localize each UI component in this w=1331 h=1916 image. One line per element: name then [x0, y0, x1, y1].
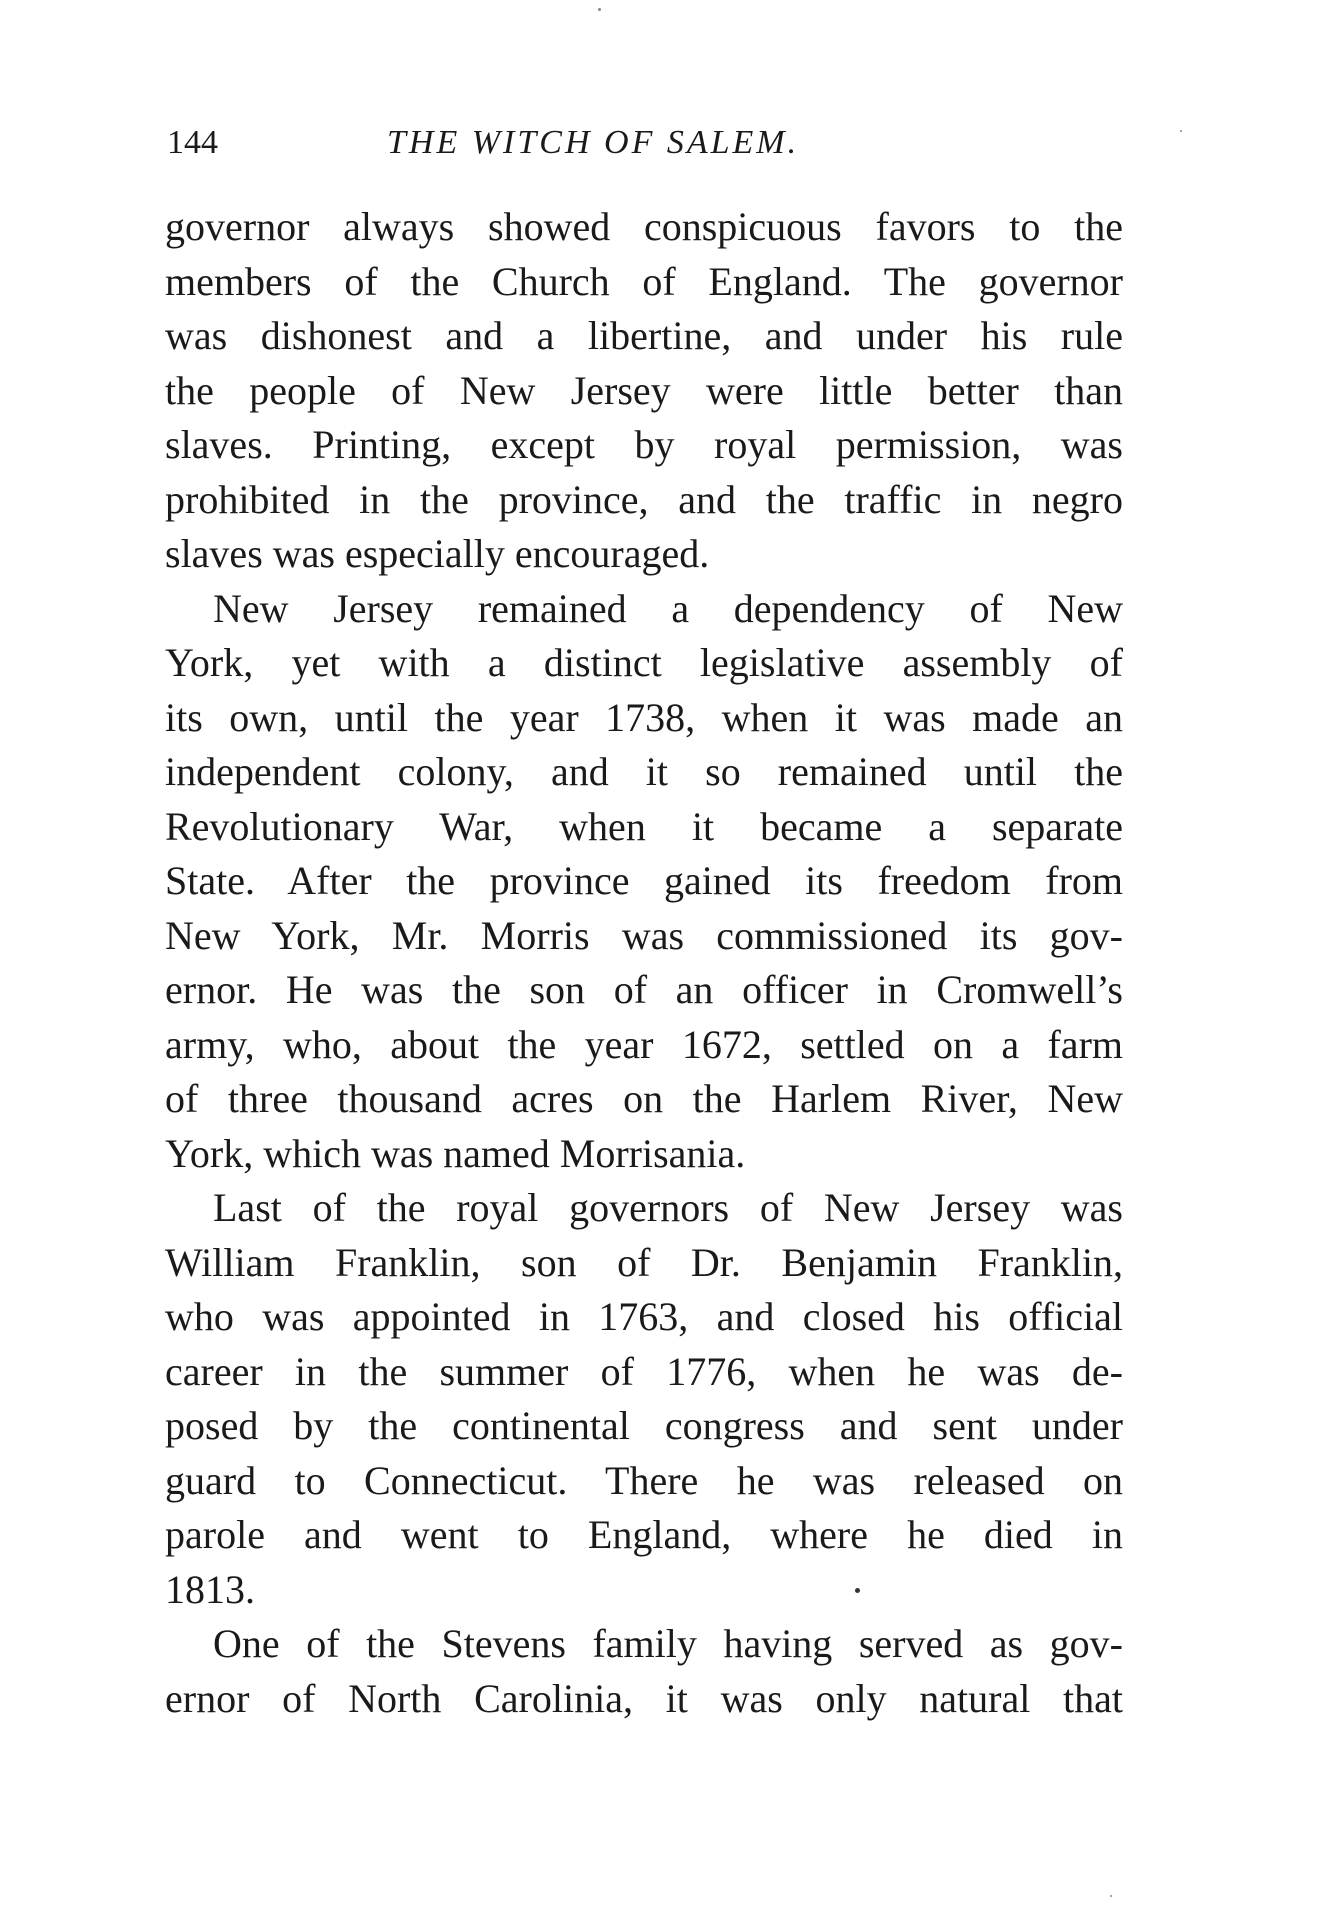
paragraph — [165, 1617, 1123, 1726]
scan-speck — [1110, 1895, 1112, 1897]
text-line: prohibited in the province, and the traffic in negro — [165, 476, 1123, 522]
text-line: State. After the province gained its freedom from — [165, 858, 1123, 903]
text-line: William Franklin, son of Dr. Benjamin Franklin, — [165, 1239, 1123, 1285]
text-line: who was appointed in 1763, and closed his official — [165, 1294, 1123, 1339]
text-line: One of the Stevens family having served as gov- — [213, 1621, 1123, 1666]
page-number: 144 — [167, 124, 218, 161]
text-line: Last of the royal governors of New Jersey was — [213, 1185, 1123, 1230]
paragraph — [165, 1181, 1123, 1617]
text-line: guard to Connecticut. There he was released on — [165, 1457, 1123, 1503]
text-line: posed by the continental congress and sent under — [165, 1403, 1123, 1448]
text-line: 1813. — [165, 1566, 255, 1612]
text-line: slaves was especially encouraged. — [165, 531, 710, 576]
scan-speck — [855, 1588, 860, 1593]
text-line: York, yet with a distinct legislative assembly of — [165, 640, 1123, 685]
body-text — [165, 200, 1123, 1726]
text-line: the people of New Jersey were little better than — [165, 367, 1123, 413]
text-line: was dishonest and a libertine, and under his rule — [165, 313, 1123, 358]
text-line: members of the Church of England. The governor — [165, 258, 1123, 304]
text-line: York, which was named Morrisania. — [165, 1130, 746, 1176]
text-line: New Jersey remained a dependency of New — [213, 585, 1123, 631]
text-line: Revolutionary War, when it became a separate — [165, 803, 1123, 849]
scan-speck — [598, 8, 601, 11]
text-line: ernor of North Carolinia, it was only natural that — [165, 1675, 1123, 1721]
text-line: of three thousand acres on the Harlem River, New — [165, 1076, 1123, 1121]
text-line: ernor. He was the son of an officer in Cromwell’s — [165, 967, 1123, 1012]
paragraph — [165, 200, 1123, 582]
text-line: New York, Mr. Morris was commissioned its gov- — [165, 912, 1123, 958]
running-title: THE WITCH OF SALEM. — [387, 124, 800, 161]
scan-speck — [1180, 130, 1182, 132]
text-line: career in the summer of 1776, when he was de- — [165, 1348, 1123, 1394]
text-line: army, who, about the year 1672, settled on a farm — [165, 1021, 1123, 1067]
text-line: slaves. Printing, except by royal permission, was — [165, 422, 1123, 467]
text-line: governor always showed conspicuous favors to the — [165, 204, 1123, 249]
page-header — [167, 120, 1127, 170]
text-line: parole and went to England, where he died in — [165, 1512, 1123, 1557]
paragraph — [165, 582, 1123, 1182]
text-line: its own, until the year 1738, when it was made an — [165, 694, 1123, 740]
text-line: independent colony, and it so remained until the — [165, 749, 1123, 794]
